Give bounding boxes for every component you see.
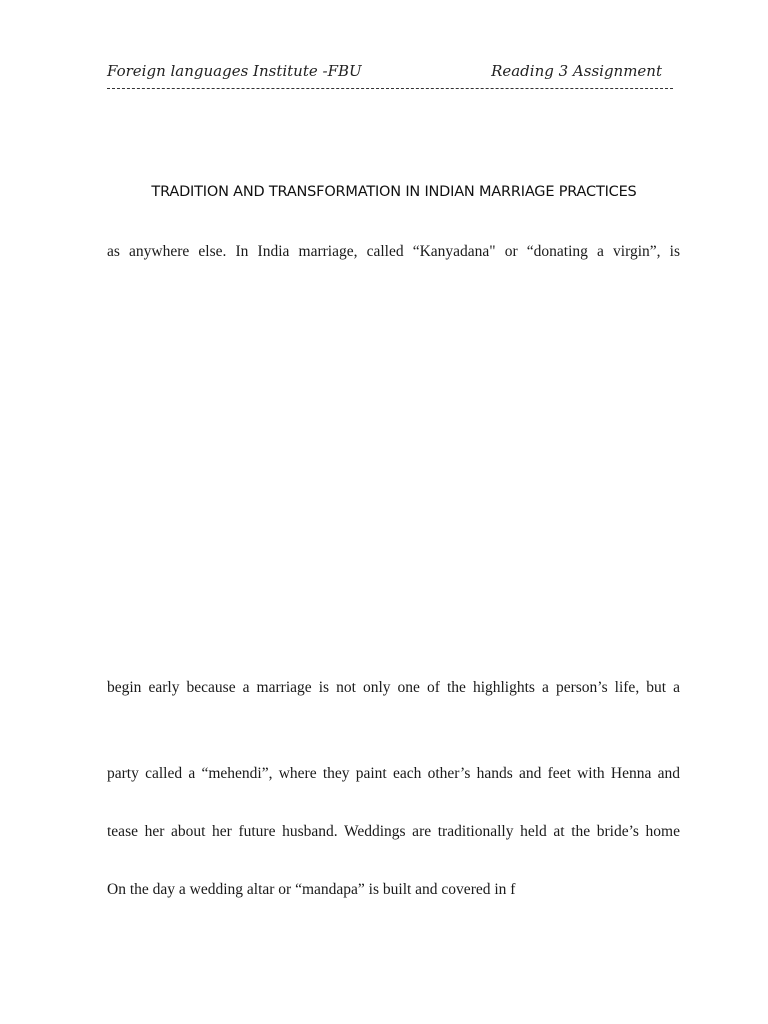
header-assignment: Reading 3 Assignment — [491, 62, 662, 80]
header-divider — [107, 88, 673, 89]
body-line-4: tease her about her future husband. Weddings are traditionally held at the bride’s home — [107, 823, 680, 840]
body-line-1: as anywhere else. In India marriage, called “Kanyadana" or “donating a virgin”, is — [107, 243, 680, 260]
header-institute: Foreign languages Institute -FBU — [107, 62, 362, 80]
body-line-2: begin early because a marriage is not only one of the highlights a person’s life, but a — [107, 679, 680, 696]
page-header — [107, 60, 662, 86]
body-line-3: party called a “mehendi”, where they paint each other’s hands and feet with Henna and — [107, 765, 680, 782]
document-title: TRADITION AND TRANSFORMATION IN INDIAN MARRIAGE PRACTICES — [151, 184, 637, 200]
body-line-5: On the day a wedding altar or “mandapa” is built and covered in f — [107, 881, 516, 898]
